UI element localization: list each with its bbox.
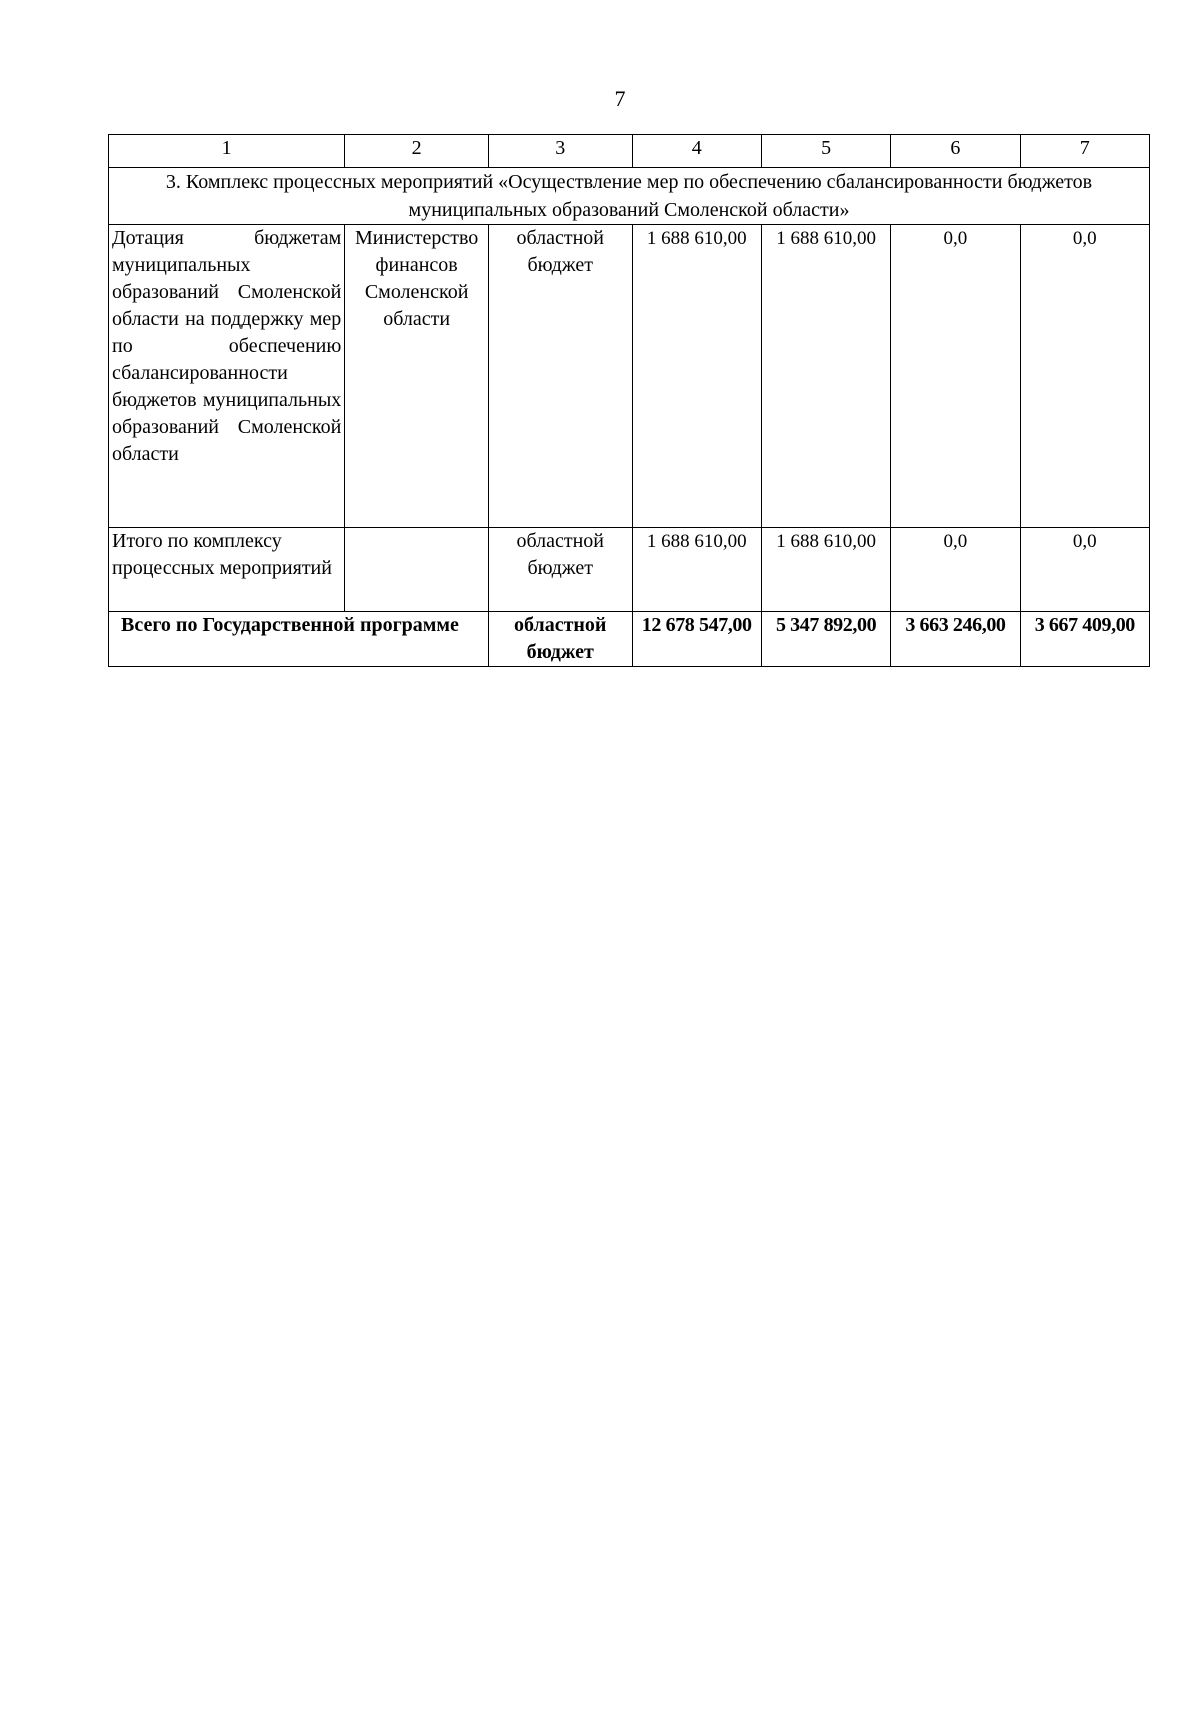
column-number: 7 bbox=[1020, 135, 1149, 168]
grand-total-funding-source: областной бюджет bbox=[488, 612, 632, 667]
row-total: 1 688 610,00 bbox=[632, 528, 761, 612]
grand-total-label: Всего по Государственной программе bbox=[109, 612, 489, 667]
row-funding-source: областной бюджет bbox=[488, 528, 632, 612]
row-description: Итого по комплексу процессных мероприятий bbox=[109, 528, 345, 612]
column-number: 4 bbox=[632, 135, 761, 168]
page-number: 7 bbox=[614, 86, 626, 111]
grand-total-year3: 3 667 409,00 bbox=[1020, 612, 1149, 667]
row-total: 1 688 610,00 bbox=[632, 225, 761, 528]
row-year2: 0,0 bbox=[891, 528, 1020, 612]
table-row bbox=[109, 225, 1150, 528]
row-executor bbox=[345, 528, 489, 612]
row-funding-source: областной бюджет bbox=[488, 225, 632, 528]
row-executor: Министерство финансов Смоленской области bbox=[345, 225, 489, 528]
row-year1: 1 688 610,00 bbox=[761, 528, 890, 612]
row-description: Дотация бюджетам муниципальных образований Смоленской области на поддержку мер по обеспечению сбалансированности бюджетов муниципальных образований Смоленской области bbox=[109, 225, 345, 528]
column-number: 2 bbox=[345, 135, 489, 168]
row-year1: 1 688 610,00 bbox=[761, 225, 890, 528]
row-year3: 0,0 bbox=[1020, 225, 1149, 528]
column-number: 5 bbox=[761, 135, 890, 168]
section-title: 3. Комплекс процессных мероприятий «Осуществление мер по обеспечению сбалансированности бюджетов муниципальных образований Смоленской области» bbox=[109, 168, 1150, 225]
grand-total-row bbox=[109, 612, 1150, 667]
row-year3: 0,0 bbox=[1020, 528, 1149, 612]
column-number: 6 bbox=[891, 135, 1020, 168]
budget-table bbox=[108, 134, 1150, 667]
row-year2: 0,0 bbox=[891, 225, 1020, 528]
column-number-row bbox=[109, 135, 1150, 168]
column-number: 1 bbox=[109, 135, 345, 168]
grand-total-total: 12 678 547,00 bbox=[632, 612, 761, 667]
column-number: 3 bbox=[488, 135, 632, 168]
grand-total-year1: 5 347 892,00 bbox=[761, 612, 890, 667]
table-row bbox=[109, 528, 1150, 612]
section-title-row bbox=[109, 168, 1150, 225]
grand-total-year2: 3 663 246,00 bbox=[891, 612, 1020, 667]
